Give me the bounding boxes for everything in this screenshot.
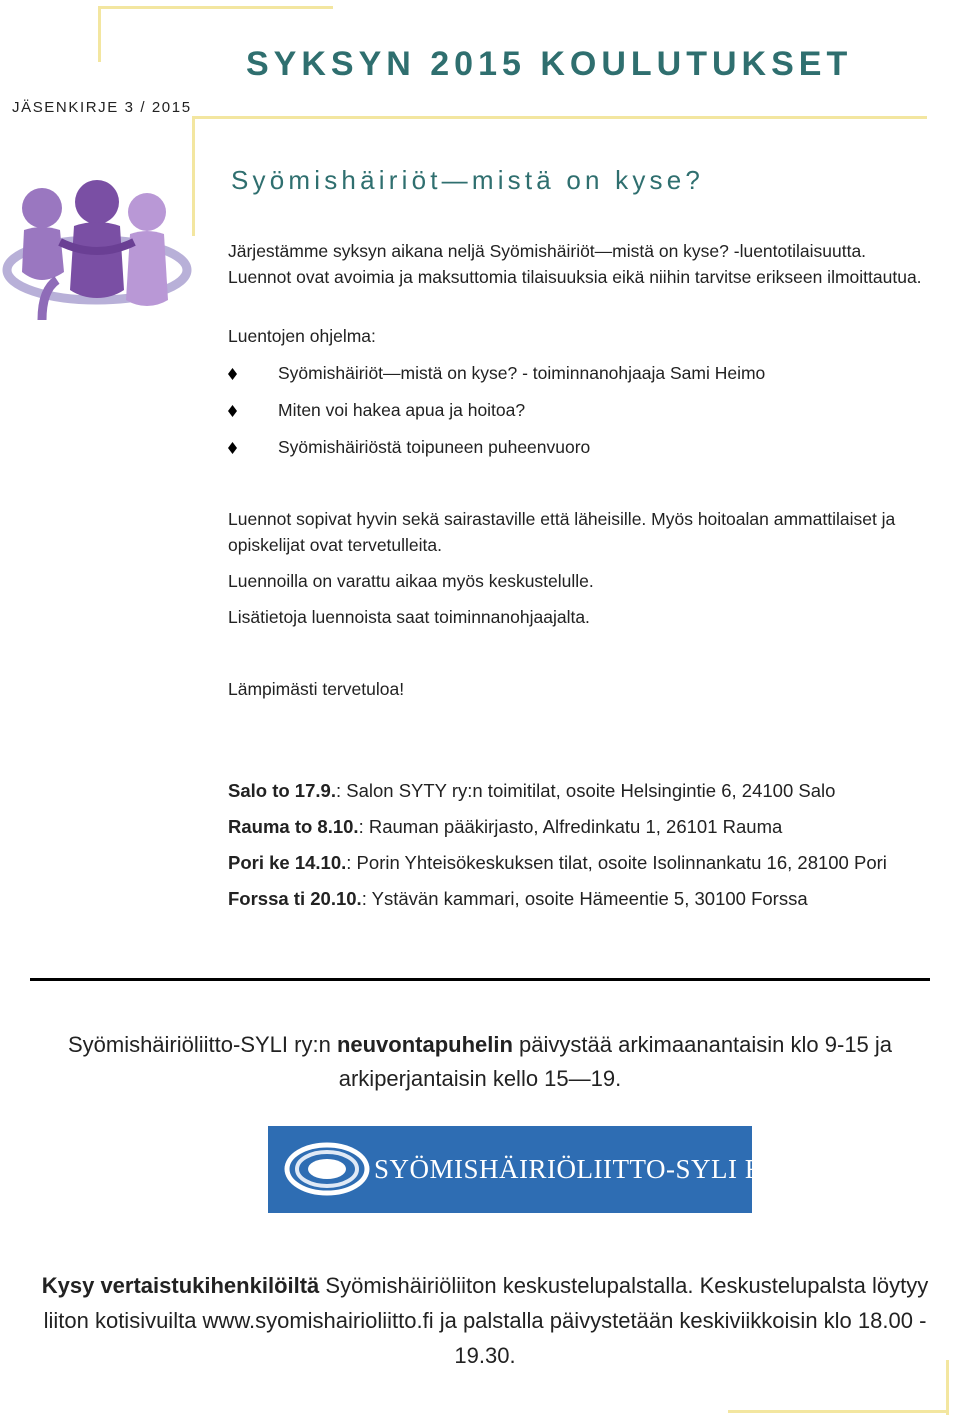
people-group-logo: [2, 180, 192, 330]
peer-support-paragraph: [30, 1268, 940, 1373]
helpline-bold: neuvontapuhelin: [336, 1032, 513, 1057]
list-item: [228, 361, 928, 398]
location-row: [228, 888, 948, 924]
swirl-logo-icon: [282, 1136, 372, 1202]
program-item-text: Syömishäiriöstä toipuneen puheenvuoro: [278, 437, 591, 457]
location-address: : Salon SYTY ry:n toimitilat, osoite Helsingintie 6, 24100 Salo: [335, 780, 836, 801]
program-list: [228, 361, 928, 472]
decorative-line: [192, 116, 927, 119]
info-paragraph: Lisätietoja luennoista saat toiminnanohjaajalta.: [228, 607, 590, 627]
location-date: Forssa ti 20.10.: [228, 888, 362, 909]
program-heading: Luentojen ohjelma:: [228, 326, 376, 346]
section-divider: [30, 978, 930, 981]
decorative-line: [98, 6, 333, 9]
list-item: [228, 435, 928, 472]
location-date: Rauma to 8.10.: [228, 816, 359, 837]
section-subtitle: Syömishäiriöt—mistä on kyse?: [231, 165, 705, 195]
location-date: Salo to 17.9.: [228, 780, 336, 801]
location-date: Pori ke 14.10.: [228, 852, 347, 873]
decorative-line: [98, 6, 101, 62]
org-banner: [268, 1126, 782, 1213]
helpline-paragraph: [30, 1028, 930, 1096]
newsletter-label: JÄSENKIRJE 3 / 2015: [12, 99, 192, 116]
page-title: SYKSYN 2015 KOULUTUKSET: [246, 45, 853, 83]
diamond-bullet-icon: [228, 405, 237, 417]
location-address: : Ystävän kammari, osoite Hämeentie 5, 30100 Forssa: [361, 888, 808, 909]
intro-paragraph: Järjestämme syksyn aikana neljä Syömishäiriöt—mistä on kyse? -luentotilaisuutta. Luennot ovat avoimia ja maksuttomia tilaisuuksia eikä niihin tarvitse erikseen ilmoittautua.: [228, 241, 922, 287]
info-paragraph: Luennot sopivat hyvin sekä sairastaville että läheisille. Myös hoitoalan ammattilaiset ja opiskelijat ovat tervetulleita.: [228, 509, 896, 555]
list-item: [228, 398, 928, 435]
program-item-text: Miten voi hakea apua ja hoitoa?: [278, 400, 526, 420]
location-address: : Porin Yhteisökeskuksen tilat, osoite Isolinnankatu 16, 28100 Pori: [346, 852, 887, 873]
location-address: : Rauman pääkirjasto, Alfredinkatu 1, 26101 Rauma: [358, 816, 783, 837]
location-row: [228, 852, 948, 888]
program-item-text: Syömishäiriöt—mistä on kyse? - toiminnanohjaaja Sami Heimo: [278, 363, 766, 383]
info-paragraph: Luennoilla on varattu aikaa myös keskustelulle.: [228, 571, 594, 591]
location-list: [228, 780, 948, 924]
helpline-text: päivystää arkimaanantaisin klo 9-15 ja arkiperjantaisin kello 15—19.: [338, 1032, 893, 1091]
location-row: [228, 780, 948, 816]
org-name: SYÖMISHÄIRIÖLIITTO-SYLI RY: [374, 1154, 782, 1184]
peer-bold: Kysy vertaistukihenkilöiltä: [41, 1273, 320, 1298]
diamond-bullet-icon: [228, 368, 237, 380]
decorative-line: [946, 1360, 949, 1415]
location-row: [228, 816, 948, 852]
peer-text: Syömishäiriöliiton keskustelupalstalla. Keskustelupalsta löytyy liiton kotisivuilta www.syomishairioliitto.fi ja palstalla päivystetään keskiviikkoisin klo 18.00 - 19.30.: [43, 1273, 929, 1368]
helpline-text: Syömishäiriöliitto-SYLI ry:n: [67, 1032, 337, 1057]
diamond-bullet-icon: [228, 442, 237, 454]
welcome-text: Lämpimästi tervetuloa!: [228, 679, 405, 699]
decorative-line: [192, 116, 195, 236]
decorative-line: [728, 1410, 949, 1413]
